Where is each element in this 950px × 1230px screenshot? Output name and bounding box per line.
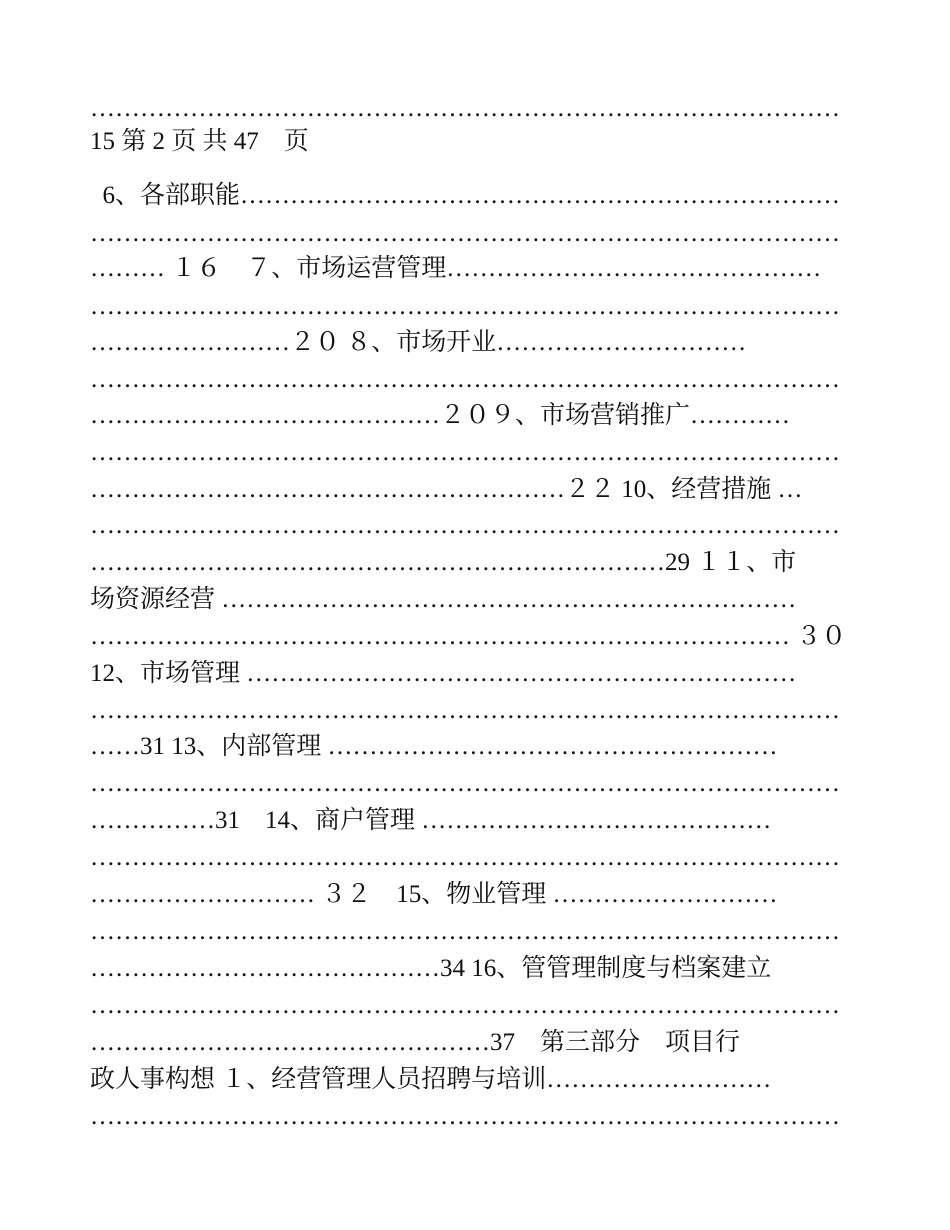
toc-line: ……… １６ ７、市场运营管理……………………………………… — [90, 255, 822, 282]
toc-line: ……………………………………………………………………………… — [90, 220, 840, 247]
toc-line: ……………………………………………………………29 １１、市 — [90, 549, 797, 576]
toc-line: ……………………………………………………………………………… — [90, 95, 840, 122]
toc-line: ……………………… ３２ 15、物业管理 ……………………… — [90, 881, 778, 908]
toc-line: 政人事构想 １、经营管理人员招聘与培训……………………… — [90, 1066, 772, 1093]
toc-line: 6、各部职能……………………………………………………………… — [90, 182, 841, 209]
toc-line: ……………………………………………………………………………… — [90, 697, 840, 724]
toc-line: ………………………………………………………………………… ３０ — [90, 623, 847, 650]
toc-line: ……………………………………………………………………………… — [90, 366, 840, 393]
toc-line: …………………………………………………２２ 10、经营措施 … — [90, 476, 803, 503]
page-footer-line: 15 第 2 页 共 47 页 — [90, 128, 309, 155]
toc-line: …………………………………………37 第三部分 项目行 — [90, 1029, 741, 1056]
toc-line: ……………………２０ ８、市场开业………………………… — [90, 329, 747, 356]
toc-line: ……………………………………２０９、市场营销推广………… — [90, 402, 791, 429]
toc-line: ……………………………………………………………………………… — [90, 439, 840, 466]
toc-line: ……………………………………………………………………………… — [90, 918, 840, 945]
toc-line: 12、市场管理 ………………………………………………………… — [90, 660, 797, 687]
toc-line: ……………………………………34 16、管管理制度与档案建立 — [90, 955, 772, 982]
toc-line: ……………………………………………………………………………… — [90, 992, 840, 1019]
toc-line: ……………………………………………………………………………… — [90, 1103, 840, 1130]
toc-line: ……………………………………………………………………………… — [90, 293, 840, 320]
toc-line: 场资源经营 …………………………………………………………… — [90, 586, 797, 613]
toc-line: ……………………………………………………………………………… — [90, 770, 840, 797]
toc-line: ……………………………………………………………………………… — [90, 512, 840, 539]
toc-line: ……………………………………………………………………………… — [90, 844, 840, 871]
toc-line: ……………31 14、商户管理 …………………………………… — [90, 807, 772, 834]
toc-line: ……31 13、内部管理 ……………………………………………… — [90, 733, 778, 760]
